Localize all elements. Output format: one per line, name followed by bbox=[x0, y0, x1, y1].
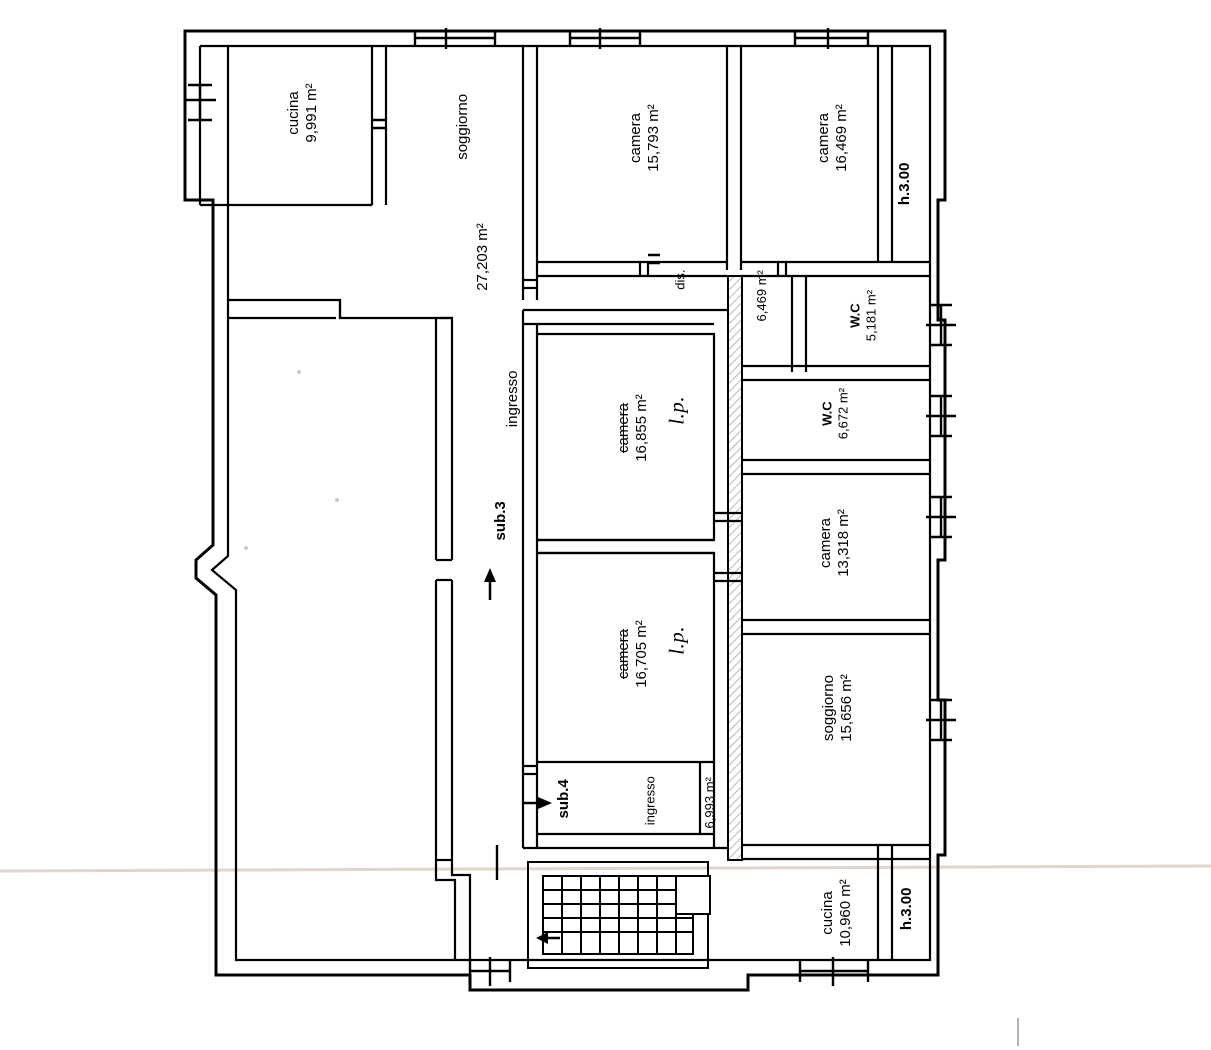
room-label-camera-center-upper bbox=[615, 373, 651, 483]
annotation-lp-upper: l.p. bbox=[664, 395, 689, 425]
room-area: 16,469 m² bbox=[833, 104, 850, 172]
room-name: camera bbox=[815, 112, 832, 164]
subunit-label-sub4: sub.4 bbox=[555, 779, 573, 819]
room-name: cucina bbox=[285, 91, 302, 135]
room-name: soggiorno bbox=[454, 93, 472, 160]
room-label-cucina-bottom-right bbox=[819, 858, 855, 968]
room-area: 16,855 m² bbox=[633, 394, 650, 462]
room-label-ingresso-left-area bbox=[474, 202, 492, 312]
room-label-soggiorno-right bbox=[820, 648, 856, 768]
room-area-ingresso-lower bbox=[702, 763, 718, 843]
room-name: cucina bbox=[819, 891, 836, 935]
room-name: camera bbox=[615, 628, 632, 680]
room-label-wc-lower bbox=[819, 369, 850, 459]
room-label-ingresso-lower bbox=[642, 756, 657, 846]
wall-details-left bbox=[200, 46, 470, 960]
room-area: 10,960 m² bbox=[837, 879, 854, 947]
room-area-dis bbox=[754, 256, 770, 336]
room-name: soggiorno bbox=[820, 675, 837, 741]
room-name: camera bbox=[627, 112, 644, 164]
room-area: 6,672 m² bbox=[835, 387, 850, 440]
staircase bbox=[528, 862, 710, 968]
height-label-top-right: h.3.00 bbox=[896, 162, 914, 206]
room-area: 5,181 m² bbox=[863, 289, 878, 342]
room-name: camera bbox=[615, 402, 632, 454]
room-area: 6,469 m² bbox=[754, 270, 770, 322]
room-name: ingresso bbox=[642, 776, 658, 826]
room-name: W.C bbox=[847, 303, 863, 328]
room-area: 15,656 m² bbox=[838, 674, 855, 742]
room-label-camera-center-lower bbox=[615, 599, 651, 709]
room-label-camera-top-right bbox=[815, 83, 851, 193]
door-openings bbox=[523, 262, 786, 774]
central-right-wall bbox=[728, 276, 742, 860]
sub3-arrow bbox=[484, 568, 496, 600]
sub4-arrow bbox=[524, 797, 552, 809]
room-name: dis. bbox=[672, 269, 688, 290]
room-label-camera-top-center bbox=[627, 83, 663, 193]
room-area: 13,318 m² bbox=[835, 509, 852, 577]
room-label-camera-right bbox=[817, 488, 853, 598]
room-name: W.C bbox=[819, 401, 835, 426]
room-label-dis bbox=[672, 250, 687, 310]
height-label-bottom-right: h.3.00 bbox=[898, 887, 916, 931]
scan-fold-line bbox=[0, 866, 1211, 871]
room-area: 6,993 m² bbox=[702, 777, 718, 829]
room-label-wc-upper bbox=[847, 271, 878, 361]
room-name: camera bbox=[817, 517, 834, 569]
room-label-soggiorno-top-left bbox=[454, 82, 472, 172]
annotation-lp-lower: l.p. bbox=[664, 625, 689, 655]
room-area: 16,705 m² bbox=[633, 620, 650, 688]
room-area: 15,793 m² bbox=[645, 104, 662, 172]
room-area: 27,203 m² bbox=[474, 223, 491, 291]
room-name: ingresso bbox=[504, 370, 522, 428]
room-label-cucina-top-left bbox=[285, 58, 321, 168]
room-label-ingresso-left bbox=[504, 344, 522, 454]
subunit-label-sub3: sub.3 bbox=[492, 501, 510, 541]
room-area: 9,991 m² bbox=[303, 83, 320, 143]
